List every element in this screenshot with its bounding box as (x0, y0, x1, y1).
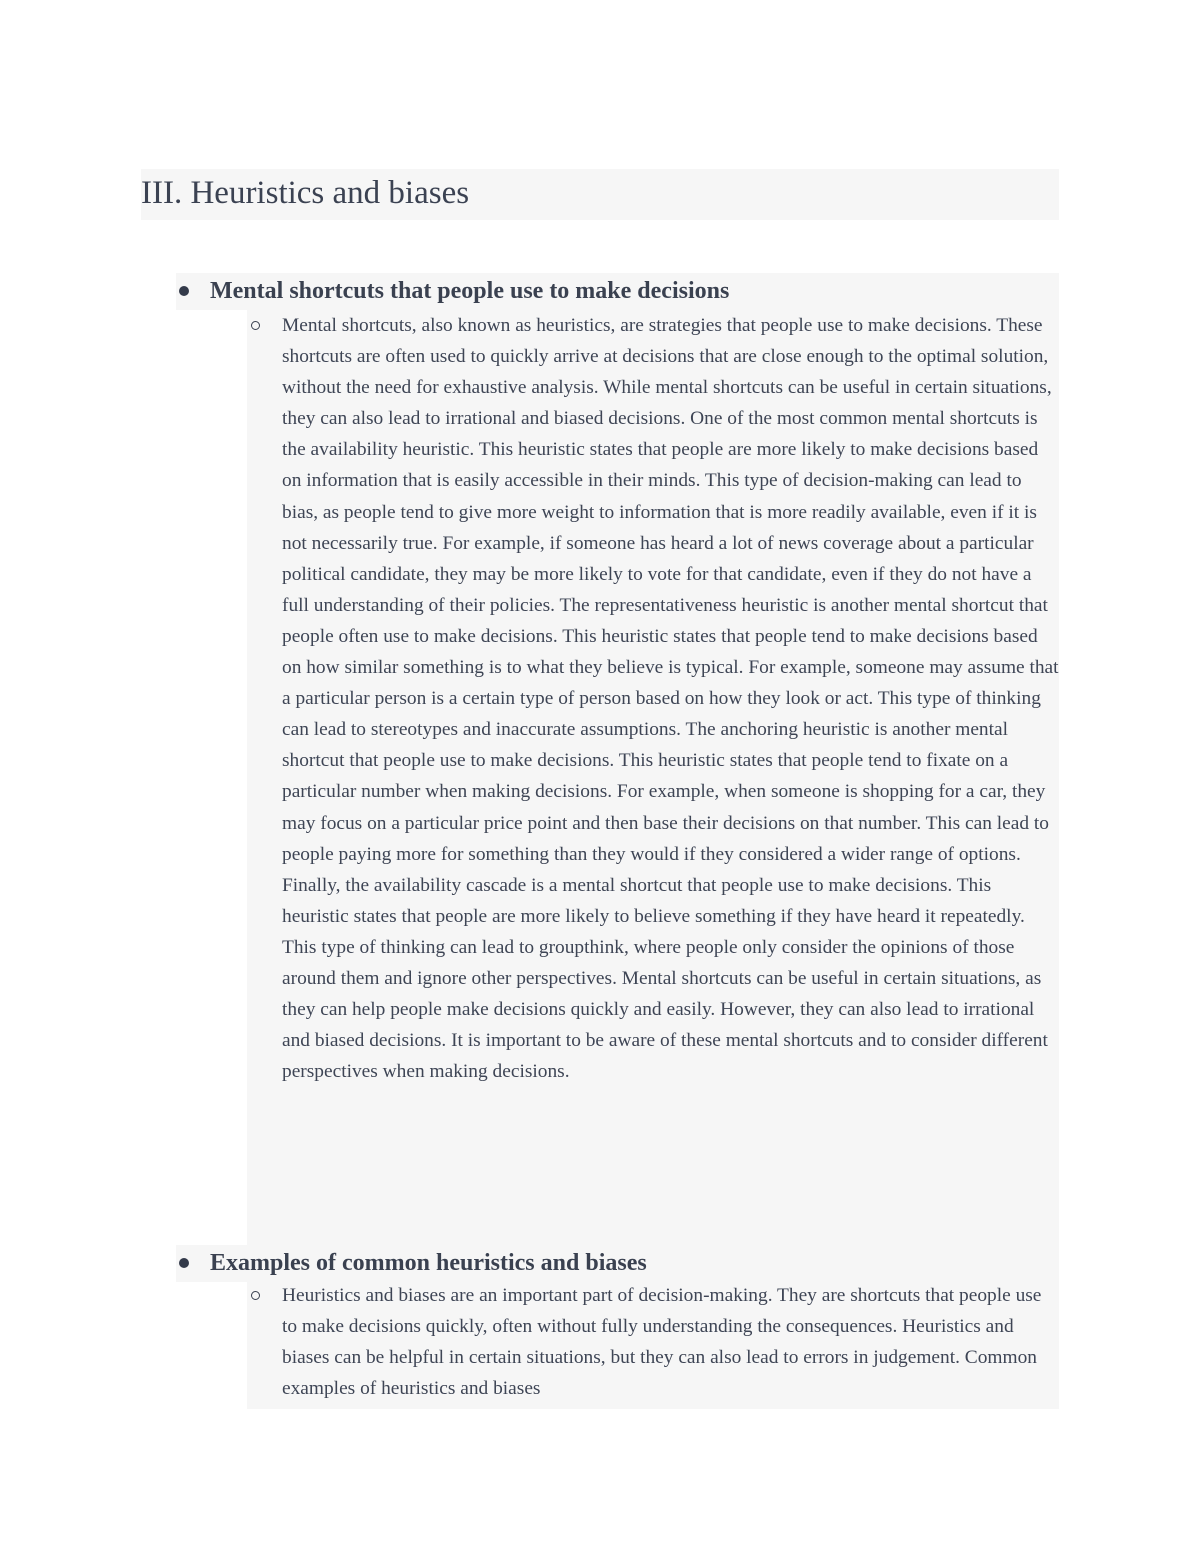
sub-bullet-paragraph: Heuristics and biases are an important part of decision-making. They are shortcuts that people use to make decisions quickly, often without fully understanding the consequences. Heuristics and biases can be helpful in certain situations, but they can also lead to errors in judgement. Common examples of heuristics and biases (282, 1285, 1042, 1400)
bullet-item-common-heuristics (176, 1246, 647, 1280)
bullet-dot-icon (179, 1258, 189, 1268)
sub-bullet-paragraph: Mental shortcuts, also known as heuristics, are strategies that people use to make decisions. These shortcuts are often used to quickly arrive at decisions that are close enough to the optimal solution, without the need for exhaustive analysis. While mental shortcuts can be useful in certain situations, they can also lead to irrational and biased decisions. One of the most common mental shortcuts is the availability heuristic. This heuristic states that people are more likely to make decisions based on information that is easily accessible in their minds. This type of decision-making can lead to bias, as people tend to give more weight to information that is more readily available, even if it is not necessarily true. For example, if someone has heard a lot of news coverage about a particular political candidate, they may be more likely to vote for that candidate, even if they do not have a full understanding of their policies. The representativeness heuristic is another mental shortcut that people often use to make decisions. This heuristic states that people tend to make decisions based on how similar something is to what they believe is typical. For example, someone may assume that a particular person is a certain type of person based on how they look or act. This type of thinking can lead to stereotypes and inaccurate assumptions. The anchoring heuristic is another mental shortcut that people use to make decisions. This heuristic states that people tend to fixate on a particular number when making decisions. For example, when someone is shopping for a car, they may focus on a particular price point and then base their decisions on that number. This can lead to people paying more for something than they would if they considered a wider range of options. Finally, the availability cascade is a mental shortcut that people use to make decisions. This heuristic states that people are more likely to believe something if they have heard it repeatedly. This type of thinking can lead to groupthink, where people only consider the opinions of those around them and ignore other perspectives. Mental shortcuts can be useful in certain situations, as they can help people make decisions quickly and easily. However, they can also lead to irrational and biased decisions. It is important to be aware of these mental shortcuts and to consider different perspectives when making decisions. (282, 315, 1059, 1083)
bullet-dot-icon (179, 286, 189, 296)
section-heading: III. Heuristics and biases (141, 175, 470, 211)
bullet-item-mental-shortcuts (176, 274, 729, 308)
sub-bullet-item (247, 1280, 1059, 1404)
bullet-title: Examples of common heuristics and biases (210, 1249, 647, 1276)
circle-bullet-icon (251, 321, 260, 330)
bullet-title: Mental shortcuts that people use to make decisions (210, 277, 730, 304)
sub-bullet-item (247, 310, 1059, 1087)
circle-bullet-icon (251, 1291, 260, 1300)
